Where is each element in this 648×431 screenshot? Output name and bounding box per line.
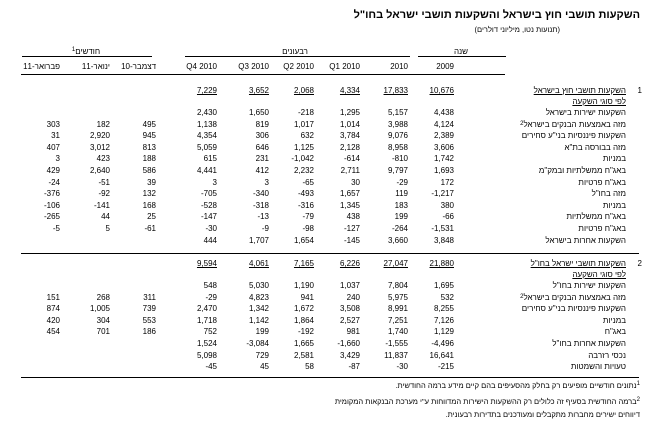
table-cell: 2,068: [293, 86, 314, 95]
table-row: [0, 142, 648, 153]
section-subtitle-row: [0, 96, 648, 107]
table-cell: 186: [142, 327, 156, 337]
table-cell: -29: [396, 177, 408, 187]
table-cell: 444: [203, 235, 217, 245]
table-cell: 3,012: [89, 142, 110, 152]
row-label-text: טעויות והשמטות: [570, 362, 626, 372]
table-cell: 945: [142, 131, 156, 141]
table-cell: 3,429: [339, 350, 360, 360]
table-cell: 1,672: [293, 304, 314, 314]
table-cell: 9,797: [387, 166, 408, 175]
table-cell: 2,581: [293, 350, 314, 360]
table-cell: 3: [212, 177, 217, 187]
table-cell: 3,652: [248, 86, 269, 95]
column-header: Q3 2010: [238, 62, 269, 71]
table-cell: 1,005: [89, 304, 110, 314]
table-cell: 420: [46, 315, 60, 325]
row-label-text: השקעות פיננסיות בני"ע סחירים: [521, 304, 626, 314]
row-label-text: באג"ח פרטיות: [578, 177, 626, 187]
table-cell: -340: [252, 189, 269, 199]
table-cell: -92: [98, 189, 110, 199]
table-cell: 6,226: [339, 259, 360, 268]
table-cell: 30: [351, 177, 360, 187]
table-cell: -705: [200, 189, 217, 199]
row-label-text: השקעות אחרות בישראל: [545, 235, 626, 245]
row-label-text: במניות: [602, 200, 626, 210]
table-cell: -528: [200, 200, 217, 210]
table-cell: 188: [142, 154, 156, 164]
table-cell: 151: [46, 292, 60, 302]
table-cell: -51: [98, 177, 110, 187]
page-subtitle: (תנועות נטו, מיליוני דולרים): [474, 25, 560, 34]
table-cell: 729: [255, 350, 269, 360]
row-label: [588, 350, 626, 361]
table-cell: 2,389: [433, 131, 454, 141]
table-cell: 632: [300, 131, 314, 141]
table-row: [0, 235, 648, 246]
table-cell: 2,232: [293, 166, 314, 175]
row-label-text: השקעות ישירות בחו"ל: [552, 281, 626, 290]
table-cell: -13: [257, 212, 269, 222]
row-label: [603, 153, 626, 164]
section-subtitle: לפי סוגי השקעה: [572, 97, 626, 106]
table-cell: -215: [437, 362, 454, 372]
table-cell: 4,823: [248, 292, 269, 302]
table-cell: 1,695: [433, 281, 454, 290]
table-cell: 199: [394, 212, 408, 222]
footnote-mark: 2: [520, 120, 524, 127]
table-cell: -1,555: [385, 339, 408, 348]
table-cell: 10,676: [429, 86, 454, 95]
table-cell: -127: [343, 224, 360, 233]
table-cell: 4,334: [339, 86, 360, 95]
table-cell: 58: [305, 362, 314, 372]
table-cell: -1,531: [431, 224, 454, 233]
table-cell: 1,295: [339, 108, 360, 117]
table-cell: -265: [43, 212, 60, 222]
table-cell: 7,126: [433, 315, 454, 325]
table-row: [0, 315, 648, 326]
row-label-text: השקעות ישירות בישראל: [545, 108, 626, 117]
row-label: [566, 211, 626, 222]
table-cell: 1,190: [293, 281, 314, 290]
row-label: [578, 223, 626, 234]
table-cell: 9,076: [387, 131, 408, 141]
table-cell: -192: [297, 327, 314, 337]
table-cell: 2,640: [89, 166, 110, 175]
table-cell: -106: [43, 200, 60, 210]
table-cell: 5,098: [196, 350, 217, 360]
table-row: [0, 361, 648, 372]
table-cell: 172: [440, 177, 454, 187]
group-year-rule: [418, 56, 506, 57]
table-cell: 2,527: [339, 315, 360, 325]
table-cell: 4,441: [196, 166, 217, 175]
table-cell: 8,958: [387, 142, 408, 152]
table-cell: 407: [46, 142, 60, 152]
table-cell: -316: [297, 200, 314, 210]
table-row: [0, 211, 648, 222]
table-cell: 21,880: [429, 259, 454, 268]
table-cell: 5,030: [248, 281, 269, 290]
table-cell: 5: [105, 224, 110, 233]
table-cell: 454: [46, 327, 60, 337]
table-cell: 1,657: [339, 189, 360, 199]
table-row: [0, 292, 648, 303]
table-cell: 438: [346, 212, 360, 222]
row-label: [539, 165, 626, 176]
row-label-text: באג"ח ממשלתיות: [566, 212, 626, 222]
table-row: [0, 119, 648, 130]
table-cell: 7,165: [293, 259, 314, 268]
table-cell: 1,650: [248, 108, 269, 117]
row-label: [564, 142, 626, 153]
table-row: [0, 223, 648, 234]
table-cell: 1,017: [293, 119, 314, 129]
row-label: [592, 188, 626, 199]
row-label-text: השקעות תושבי ישראל בחו"ל: [530, 259, 626, 268]
table-cell: -4,496: [431, 339, 454, 348]
table-cell: -24: [48, 177, 60, 187]
column-header: ינואר-11: [81, 62, 110, 71]
column-header: Q1 2010: [329, 62, 360, 71]
table-cell: 495: [142, 119, 156, 129]
row-label-text: מזה באמצעות הבנקים בישראל: [523, 292, 626, 302]
table-cell: 3,606: [433, 142, 454, 152]
table-cell: 1,342: [248, 304, 269, 314]
table-cell: 1,142: [248, 315, 269, 325]
table-cell: 3,784: [339, 131, 360, 141]
table-cell: -30: [396, 362, 408, 372]
table-cell: 1,665: [293, 339, 314, 348]
table-cell: 4,354: [196, 131, 217, 141]
table-cell: -3,084: [246, 339, 269, 348]
table-cell: 17,833: [383, 86, 408, 95]
table-cell: 45: [260, 362, 269, 372]
column-header: דצמבר-10: [121, 62, 156, 71]
table-row: [0, 177, 648, 188]
table-row: [0, 153, 648, 164]
table-cell: -1,042: [291, 154, 314, 164]
table-cell: 1,707: [248, 235, 269, 245]
column-header: 2010: [390, 62, 408, 71]
row-label: [545, 235, 626, 246]
footnote: דיווחים ישירים מחברות מתקבלים ומעודכנים בתדירות רבעונית.: [445, 410, 640, 419]
table-cell: 3,848: [433, 235, 454, 245]
row-label: [520, 119, 626, 130]
row-label: [531, 258, 626, 269]
table-cell: 3,508: [339, 304, 360, 314]
table-cell: 39: [147, 177, 156, 187]
table-cell: 752: [203, 327, 217, 337]
table-cell: 2,128: [339, 142, 360, 152]
row-label-text: השקעות פיננסיות בני"ע סחירים: [521, 131, 626, 141]
table-cell: 119: [395, 189, 408, 199]
table-cell: 1,345: [339, 200, 360, 210]
table-cell: 5,059: [196, 142, 217, 152]
table-cell: 739: [142, 304, 156, 314]
table-cell: 311: [143, 292, 156, 302]
table-row: [0, 326, 648, 337]
table-cell: 1,742: [433, 154, 454, 164]
table-cell: 2,920: [89, 131, 110, 141]
table-cell: 9,594: [196, 259, 217, 268]
table-cell: 168: [142, 200, 156, 210]
table-cell: 380: [440, 200, 454, 210]
table-cell: 7,804: [387, 281, 408, 290]
group-monthly-rule: [22, 56, 152, 57]
table-cell: 1,654: [293, 235, 314, 245]
table-cell: -5: [52, 224, 60, 233]
row-label-text: השקעות תושבי חוץ בישראל: [533, 86, 626, 95]
row-label-text: מזה בחו"ל: [591, 189, 626, 199]
table-cell: -45: [205, 362, 217, 372]
table-cell: 303: [46, 119, 60, 129]
table-cell: 3,660: [387, 235, 408, 245]
table-cell: -376: [43, 189, 60, 199]
table-cell: 553: [142, 315, 156, 325]
table-cell: 1,740: [387, 327, 408, 337]
row-label: [522, 130, 626, 141]
footer-separator: [21, 377, 639, 378]
table-cell: 429: [46, 166, 60, 175]
row-label-text: באג"ח ממשלתיות ובמק"מ: [538, 166, 626, 175]
table-cell: 701: [96, 327, 110, 337]
table-cell: 7,229: [196, 86, 217, 95]
table-cell: -79: [302, 212, 314, 222]
table-cell: 27,047: [383, 259, 408, 268]
table-row: [0, 280, 648, 291]
table-cell: 1,129: [433, 327, 454, 337]
table-row: [0, 303, 648, 314]
row-label: [571, 361, 626, 372]
row-label-text: במניות: [602, 154, 626, 164]
table-cell: 268: [96, 292, 110, 302]
section-subtitle-row: [0, 269, 648, 280]
group-quarterly-rule: [185, 56, 410, 57]
table-cell: -29: [205, 292, 217, 302]
table-cell: 2,470: [196, 304, 217, 314]
table-cell: -98: [302, 224, 314, 233]
table-cell: -1,217: [431, 189, 454, 199]
table-cell: 11,837: [384, 350, 408, 360]
table-cell: 44: [101, 212, 110, 222]
table-cell: 4,438: [433, 108, 454, 117]
table-cell: 941: [300, 292, 314, 302]
table-cell: 4,061: [248, 259, 269, 268]
table-cell: -30: [205, 224, 217, 233]
table-cell: 4,124: [433, 119, 454, 129]
section-subtitle: לפי סוגי השקעה: [572, 270, 626, 279]
table-cell: 1,037: [339, 281, 360, 290]
table-cell: -66: [442, 212, 454, 222]
table-cell: 615: [203, 154, 217, 164]
table-cell: 3,988: [387, 119, 408, 129]
table-cell: 1,693: [433, 166, 454, 175]
table-cell: 183: [394, 200, 408, 210]
table-cell: -61: [144, 224, 156, 233]
table-cell: 412: [255, 166, 269, 175]
table-cell: -65: [302, 177, 314, 187]
table-cell: 3: [55, 154, 60, 164]
column-header: 2009: [436, 62, 454, 71]
group-year: שנה: [453, 47, 469, 56]
table-cell: 532: [440, 292, 454, 302]
table-row: [0, 200, 648, 211]
row-label: [553, 280, 626, 291]
table-cell: 1,014: [339, 119, 360, 129]
column-header: פברואר-11: [23, 62, 60, 71]
table-cell: 819: [255, 119, 269, 129]
table-cell: 1,864: [293, 315, 314, 325]
row-label-text: באג"ח פרטיות: [578, 224, 626, 233]
table-cell: 25: [147, 212, 156, 222]
table-cell: 132: [142, 189, 156, 199]
table-cell: 1,718: [196, 315, 217, 325]
section-number: 1: [637, 86, 642, 95]
row-label: [520, 292, 626, 303]
row-label: [534, 85, 626, 96]
table-cell: 199: [255, 327, 269, 337]
table-cell: -810: [391, 154, 408, 164]
footnote-mark: 2: [520, 293, 524, 300]
table-cell: -87: [348, 362, 360, 372]
table-row: [0, 85, 648, 96]
table-row: [0, 165, 648, 176]
row-label-text: במניות: [602, 315, 626, 325]
table-cell: 2,430: [196, 108, 217, 117]
footnote: $^1$נתונים חודשיים מופיעים רק בחלק מהסעיפים בהם קיים מידע ברמה החודשית.: [395, 381, 640, 390]
table-cell: 8,255: [433, 304, 454, 314]
table-cell: -141: [93, 200, 110, 210]
table-cell: 5,157: [387, 108, 408, 117]
row-label-text: השקעות אחרות בחו"ל: [552, 339, 626, 348]
group-quarterly: רבעונים: [282, 47, 308, 56]
row-label: [522, 303, 626, 314]
table-cell: -1,660: [337, 339, 360, 348]
table-row: [0, 338, 648, 349]
row-label: [552, 338, 626, 349]
table-cell: 548: [203, 281, 217, 290]
table-cell: 981: [346, 327, 360, 337]
table-row: [0, 350, 648, 361]
table-cell: 2,711: [340, 166, 360, 175]
header-rule: [21, 74, 505, 75]
row-label-text: באג"ח: [604, 327, 626, 337]
table-cell: -145: [343, 235, 360, 245]
section-number: 2: [637, 259, 642, 268]
row-label: [546, 107, 626, 118]
table-cell: 8,991: [387, 304, 408, 314]
table-row: [0, 107, 648, 118]
table-cell: 423: [96, 154, 110, 164]
table-cell: 586: [142, 166, 156, 175]
table-cell: 182: [96, 119, 110, 129]
table-cell: 31: [51, 131, 60, 141]
table-cell: -493: [297, 189, 314, 199]
row-label: [578, 177, 626, 188]
row-label-text: נכסי רזרבה: [588, 350, 626, 360]
table-cell: 1,125: [293, 142, 314, 152]
table-cell: -218: [297, 108, 314, 117]
column-header: Q4 2010: [186, 62, 217, 71]
table-cell: -318: [252, 200, 269, 210]
table-cell: -614: [343, 154, 360, 164]
footnote: $^2$ברמה החודשית בסעיף זה כלולים רק ההשקעות הישירות המדווחות ע"י מערכת הבנקאות המקומית: [334, 397, 640, 406]
row-label: [603, 315, 626, 326]
table-cell: 306: [255, 131, 269, 141]
table-row: [0, 130, 648, 141]
table-cell: 304: [96, 315, 110, 325]
table-cell: 813: [142, 142, 156, 152]
table-cell: 16,641: [429, 350, 454, 360]
table-row: [0, 258, 648, 269]
column-header: Q2 2010: [283, 62, 314, 71]
row-label: [605, 326, 626, 337]
section-separator: [21, 253, 639, 254]
table-cell: -147: [200, 212, 217, 222]
table-row: [0, 188, 648, 199]
table-cell: 3: [264, 177, 269, 187]
row-label-text: מזה באמצעות הבנקים בישראל: [523, 119, 626, 129]
table-cell: 240: [346, 292, 360, 302]
page-title: השקעות תושבי חוץ בישראל והשקעות תושבי ישראל בחו"ל: [353, 9, 640, 21]
table-cell: 1,524: [196, 339, 217, 348]
row-label-text: מזה בבורסה בת"א: [564, 142, 626, 152]
table-cell: 646: [255, 142, 269, 152]
table-cell: -9: [261, 224, 269, 233]
table-cell: -264: [391, 224, 408, 233]
row-label: [603, 200, 626, 211]
table-cell: 874: [46, 304, 60, 314]
table-cell: 5,975: [387, 292, 408, 302]
group-monthly: חודשים$^1$: [71, 47, 101, 56]
table-cell: 231: [255, 154, 269, 164]
table-cell: 7,251: [387, 315, 408, 325]
table-cell: 1,138: [196, 119, 217, 129]
